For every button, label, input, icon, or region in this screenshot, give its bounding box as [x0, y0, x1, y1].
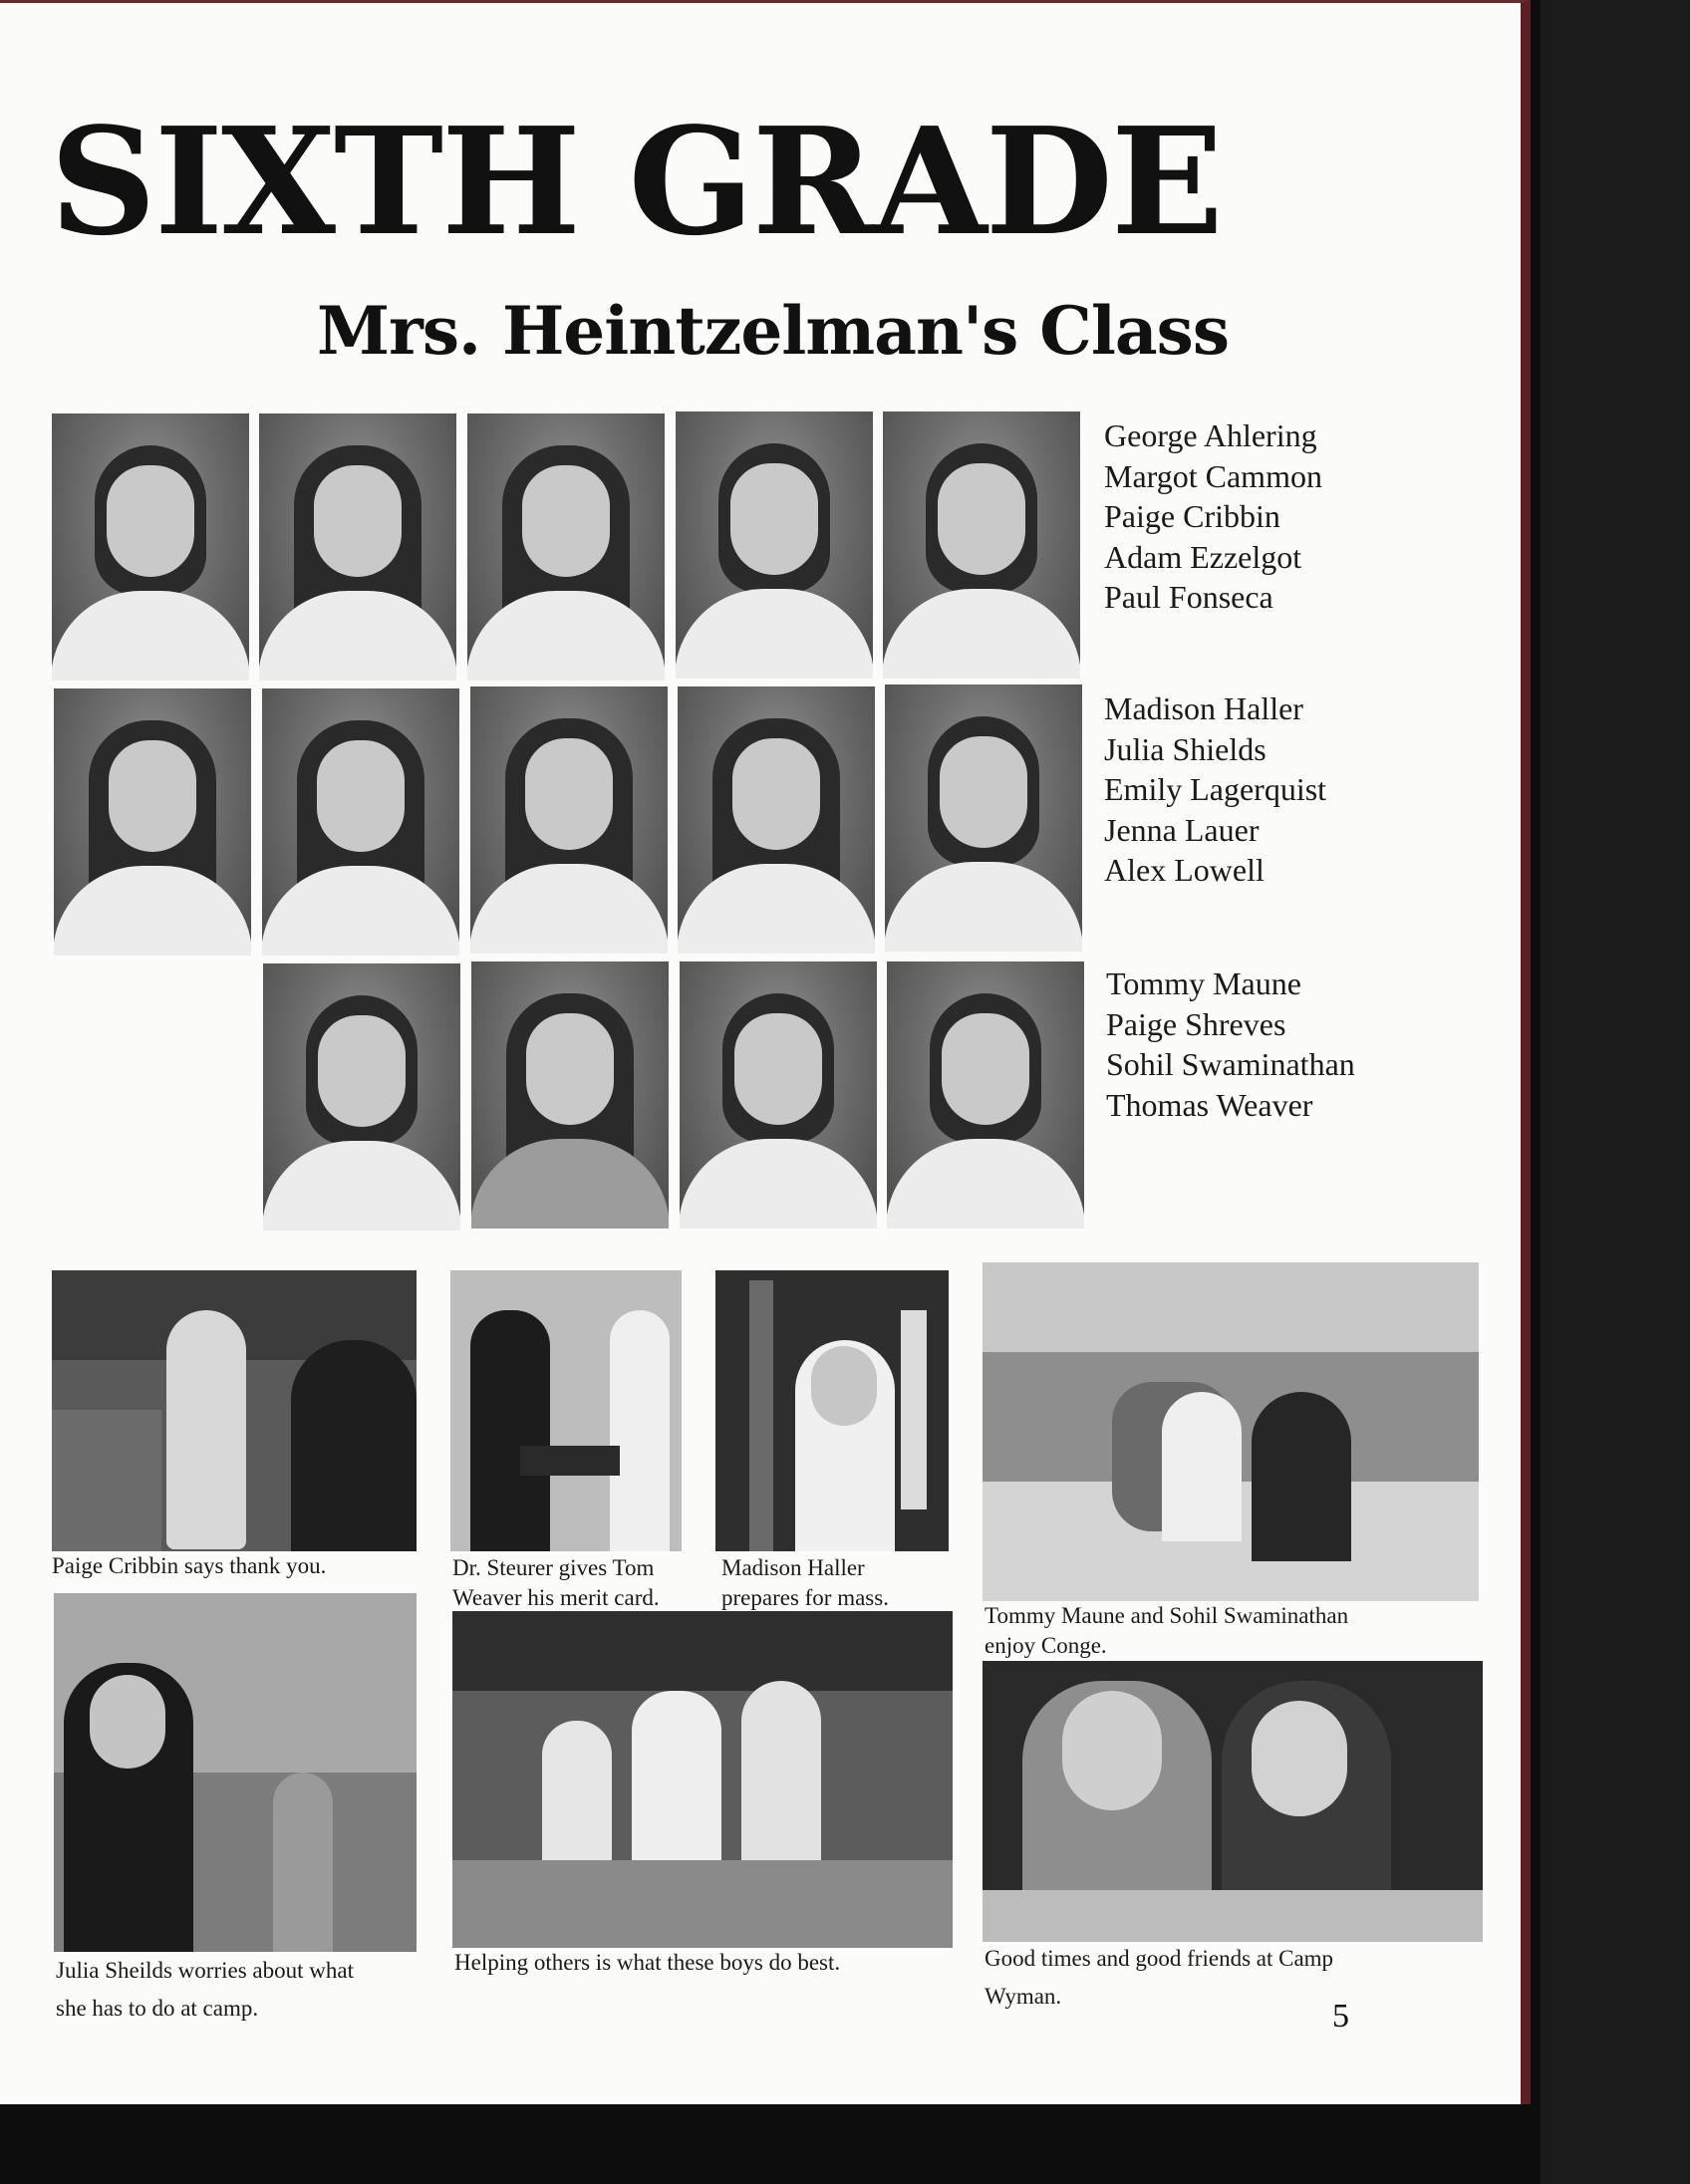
student-name: Paige Shreves — [1106, 1005, 1286, 1042]
student-name: Adam Ezzelgot — [1104, 538, 1302, 575]
name-list-row-3 — [1106, 963, 1355, 1125]
student-name: Paige Cribbin — [1104, 498, 1280, 534]
student-portrait — [263, 963, 460, 1230]
student-name: George Ahlering — [1104, 417, 1317, 453]
page-number: 5 — [1332, 1998, 1349, 2035]
candid-photo-merit-card — [450, 1270, 682, 1551]
photo-caption: Paige Cribbin says thank you. — [52, 1553, 327, 1578]
student-portrait — [467, 413, 665, 681]
student-name: Sohil Swaminathan — [1106, 1046, 1355, 1082]
page-title: SIXTH GRADE — [50, 95, 1222, 268]
name-list-row-2 — [1104, 688, 1326, 891]
student-name: Julia Shields — [1104, 730, 1267, 767]
student-portrait — [678, 686, 875, 954]
photo-caption: Helping others is what these boys do best. — [454, 1950, 841, 1975]
student-portrait — [470, 686, 668, 954]
photo-caption: Dr. Steurer gives Tom Weaver his merit card. — [452, 1555, 660, 1610]
student-name: Margot Cammon — [1104, 457, 1322, 494]
candid-photo-helping — [452, 1611, 953, 1948]
student-portrait — [471, 961, 669, 1228]
name-list-row-1 — [1104, 415, 1322, 618]
student-name: Madison Haller — [1104, 690, 1303, 726]
candid-photo-mass — [715, 1270, 949, 1551]
student-name: Emily Lagerquist — [1104, 771, 1327, 807]
photo-caption: Madison Haller prepares for mass. — [721, 1555, 889, 1610]
photo-caption: Tommy Maune and Sohil Swaminathan enjoy Conge. — [985, 1603, 1349, 1658]
photo-caption: Julia Sheilds worries about what she has to do at camp. — [56, 1958, 354, 2021]
student-name: Thomas Weaver — [1106, 1086, 1313, 1123]
student-name: Paul Fonseca — [1104, 579, 1273, 615]
student-name: Jenna Lauer — [1104, 811, 1260, 848]
scan-background — [1541, 0, 1690, 2184]
student-portrait — [52, 413, 249, 681]
student-portrait — [676, 411, 873, 679]
student-name: Alex Lowell — [1104, 852, 1265, 888]
candid-photo-thank-you — [52, 1270, 417, 1551]
candid-photo-camp-wyman — [983, 1661, 1483, 1942]
class-subtitle: Mrs. Heintzelman's Class — [317, 292, 1229, 370]
student-portrait — [883, 411, 1080, 679]
student-portrait — [259, 413, 456, 681]
photo-caption: Good times and good friends at Camp Wyman. — [985, 1946, 1334, 2009]
student-portrait — [885, 684, 1082, 952]
student-portrait — [54, 688, 251, 956]
student-portrait — [887, 961, 1084, 1228]
student-portrait — [262, 688, 459, 956]
candid-photo-conge — [983, 1262, 1479, 1601]
candid-photo-camp-worry — [54, 1593, 417, 1952]
student-portrait — [680, 961, 877, 1228]
student-name: Tommy Maune — [1106, 965, 1301, 1001]
